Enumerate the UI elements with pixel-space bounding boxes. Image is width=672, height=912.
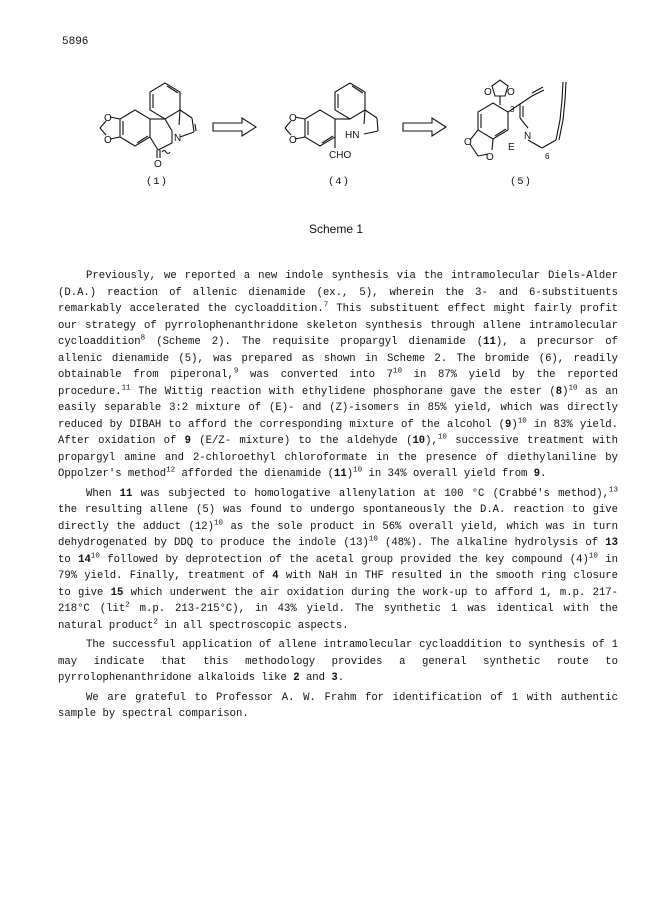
text-run: which underwent the air oxidation during the work-up to afford 1, m.p. 217-218°C (lit [58,586,619,615]
c5-oxygen-top: O [464,137,472,148]
citation-superscript: 11 [121,383,131,392]
paragraph [58,637,618,687]
c5-position-6: 6 [545,152,550,161]
compound-5-label: (5) [510,176,532,188]
compound-number: 9 [533,468,541,480]
citation-superscript: 10 [213,518,223,527]
citation-superscript: 10 [90,551,100,560]
text-run: This substituent effect might fairly profit our strategy of pyrrolophenanthridone skeleton synthesis through allene intramolecular cycloaddition [58,303,618,348]
compound-number: 9 [504,418,512,431]
text-run: We are grateful to Professor A. W. Frahm for identification of 1 with authentic sample by spectral comparison. [58,691,618,720]
citation-superscript: 13 [608,485,618,494]
text-run: (48%). The alkaline hydrolysis of [377,537,606,549]
text-run: successive treatment with propargyl amine and 2-chloroethyl chloroformate in the presence of diethylaniline by Oppolzer's method [58,435,619,480]
text-run: afforded the dienamide ( [175,468,335,480]
text-run: ), a precursor of allenic dienamide (5), was prepared as shown in Scheme 2. The bromide (6), readily obtainable from piperonal, [58,336,618,381]
citation-superscript: 10 [588,551,598,560]
citation-superscript: 10 [568,383,578,392]
c1-oxygen-bottom: O [104,135,112,146]
c5-nitrogen: N [524,131,532,142]
compound-1-structure [100,83,196,158]
compound-number: 4 [272,570,279,582]
compound-number: 3 [331,672,338,684]
text-run: as the sole product in 56% overall yield, which was in turn dehydrogenated by DDQ to produce the indole (13) [58,520,618,549]
compound-number: 11 [483,336,496,348]
text-run: . [337,672,345,684]
citation-superscript: 10 [353,466,363,475]
text-run: Previously, we reported a new indole synthesis via the intramolecular Diels-Alder (D.A.) reaction of allenic dienamide (ex., 5), wherein the 3- and 6-substituents remarkably accelerated the cycloaddition. [58,270,618,315]
text-run: . [540,468,547,480]
text-run: was converted into 7 [238,369,393,381]
text-run: (Scheme 2). The requisite propargyl dienamide ( [145,336,484,348]
c5-position-3: 3 [510,105,515,114]
c4-cho-label: CHO [329,150,352,161]
citation-superscript: 7 [323,301,329,310]
body-text [58,268,618,723]
compound-number: 8 [555,385,563,398]
text-run: with NaH in THF resulted in the smooth ring closure to give [58,570,618,599]
text-run: in 87% yield by the reported procedure. [58,369,618,398]
text-run: in 34% overall yield from [362,468,534,480]
paragraph [58,268,618,483]
citation-superscript: 2 [125,601,130,610]
c5-oxygen-acetal-left: O [484,87,492,98]
citation-superscript: 10 [517,416,527,425]
citation-superscript: 10 [392,367,402,376]
text-run: in 79% yield. Finally, treatment of [58,553,618,582]
text-run: ), [425,435,438,447]
reaction-arrow-2 [403,118,446,136]
paragraph [58,690,618,723]
c1-oxygen-top: O [104,113,112,124]
text-run: was subjected to homologative allenylation at 100 °C (Crabbé's method), [132,487,609,500]
text-run: and [299,672,332,684]
compound-1-label: (1) [146,176,168,188]
scheme-title: Scheme 1 [308,222,364,236]
c4-nh-label: HN [345,130,360,141]
citation-superscript: 10 [368,535,378,544]
compound-4-structure [285,83,378,148]
c1-nitrogen: N [174,133,182,144]
text-run: ) [562,385,569,398]
text-run: ) [346,468,354,480]
text-run: m.p. 213-215°C), in 43% yield. The synthetic 1 was identical with the natural product [58,603,618,632]
text-run: in 83% yield. After oxidation of [58,418,618,447]
text-run: When [86,487,120,500]
c4-oxygen-top: O [289,113,297,124]
text-run: as an easily separable 3:2 mixture of (E)- and (Z)-isomers in 85% yield, which was directly reduced by DIBAH to afford the corresponding mixture of the alcohol ( [58,385,618,431]
compound-number: 11 [119,487,133,500]
compound-4-label: (4) [328,176,350,188]
page-number: 5896 [62,36,89,48]
citation-superscript: 8 [140,334,146,343]
text-run: The successful application of allene intramolecular cycloaddition to synthesis of 1 may indicate that this methodology provides a general synthetic route to pyrrolophenanthridone alkaloids like [58,639,618,684]
citation-superscript: 12 [166,466,176,475]
text-run: in all spectroscopic aspects. [157,619,349,632]
c1-carbonyl-oxygen: O [154,159,162,170]
text-run: The Wittig reaction with ethylidene phosphorane gave the ester ( [130,385,556,398]
scheme-1-structures [0,0,672,200]
reaction-arrow-1 [213,118,256,136]
citation-superscript: 9 [233,367,239,376]
c5-e-label: E [508,142,515,153]
compound-number: 10 [412,435,426,447]
c4-oxygen-bottom: O [289,135,297,146]
c5-oxygen-acetal-right: O [507,87,515,98]
text-run: to [58,553,79,566]
compound-number: 9 [184,435,191,447]
compound-number: 14 [78,553,91,566]
text-run: followed by deprotection of the acetal group provided the key compound (4) [99,553,589,566]
compound-number: 11 [334,468,347,480]
citation-superscript: 10 [437,433,447,442]
text-run: (E/Z- mixture) to the aldehyde ( [190,435,413,447]
compound-number: 2 [293,672,300,684]
citation-superscript: 2 [153,617,158,626]
compound-number: 15 [110,586,124,599]
compound-number: 13 [605,537,618,549]
text-run: the resulting allene (5) was found to undergo spontaneously the D.A. reaction to give directly the adduct (12) [58,504,618,533]
paragraph [58,486,618,635]
text-run: ) [511,418,518,431]
c5-oxygen-bottom: O [486,152,494,163]
